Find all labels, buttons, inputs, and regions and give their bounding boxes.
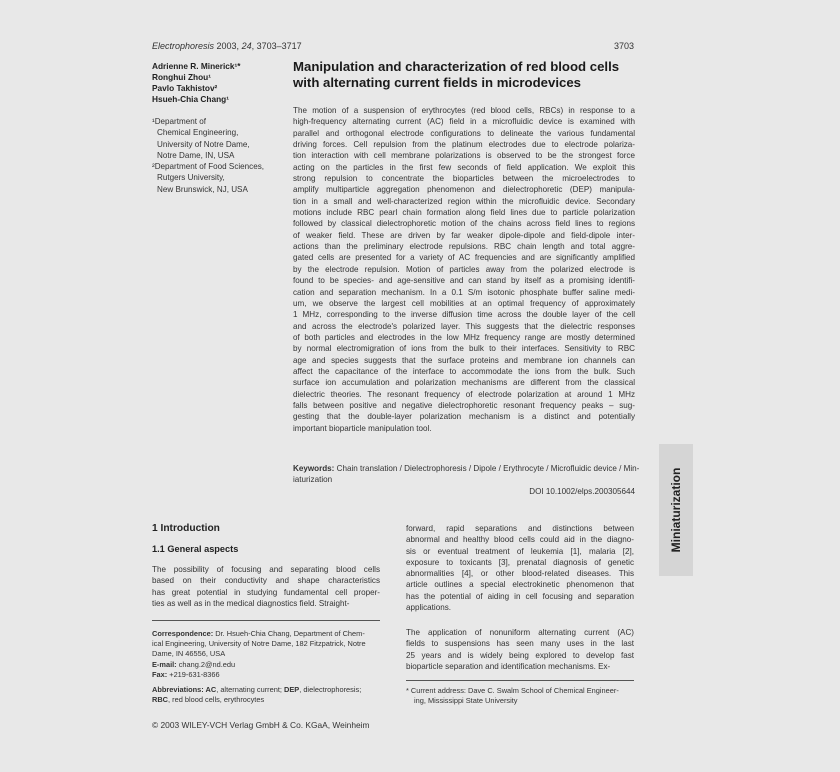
author-name: Adrienne R. Minerick¹* xyxy=(152,61,241,71)
abstract-line: falls between positive and negative dielectrophoretic resonant frequency peaks – sug- xyxy=(293,400,635,410)
keywords-line-2: iaturization xyxy=(293,475,333,485)
journal-citation xyxy=(152,41,302,51)
body-text-line: ties as well as in the medical diagnostics field. Straight- xyxy=(152,598,350,608)
abstract-line: gated cells are presented for a variety of AC frequencies and are significantly amplified xyxy=(293,253,635,263)
email-line xyxy=(152,660,382,670)
abbr-ac-def: , alternating current; xyxy=(216,685,285,694)
abstract-line: dielectric theories. The resonant frequency of electrode polarization at around 1 MHz xyxy=(293,389,635,399)
affiliation-list xyxy=(152,116,287,195)
footnote-divider-left xyxy=(152,620,380,621)
abbr-dep-def: , dielectrophoresis; xyxy=(299,685,362,694)
abstract-line: gesting that the double-layer polarization mechanism is a distinct and potentially xyxy=(293,412,635,422)
abstract-line: amplify multiparticle aggregation phenomenon and dielectrophoretic (DEP) manipula- xyxy=(293,185,635,195)
author-name: Hsueh-Chia Chang¹ xyxy=(152,94,229,104)
abstract-line: actions than the preliminary electrode repulsions. RBC chain length and total aggre- xyxy=(293,242,635,252)
author-name: Ronghui Zhou¹ xyxy=(152,72,211,82)
journal-year: 2003, xyxy=(214,41,242,51)
abbr-ac: AC xyxy=(203,685,217,694)
body-text-line: fields to suspensions has seen many uses in the last xyxy=(406,639,634,649)
abstract-line: tion interaction with cell membrane polarizations is observed to be the strongest force xyxy=(293,151,635,161)
title-line: with alternating current fields in microdevices xyxy=(293,75,582,90)
abstract-line: of both particles and electrodes in the low MHz frequency range are mostly determined xyxy=(293,332,635,342)
abstract-line: found to be species- and age-sensitive and can stand by itself as a promising identifi- xyxy=(293,276,635,286)
body-text-line: The possibility of focusing and separating blood cells xyxy=(152,565,380,574)
fax-number: +219-631-8366 xyxy=(167,669,220,679)
journal-pages: , 3703–3717 xyxy=(251,41,302,51)
abbreviations-label: Abbreviations: xyxy=(152,685,204,694)
abstract-line: um, we observe the largest cell mobilities at an optimal frequency of approximately xyxy=(293,298,635,308)
abbreviations-line-1 xyxy=(152,685,382,695)
correspondence-line-3: Dame, IN 46556, USA xyxy=(152,649,226,659)
affiliation-line: ¹Department of xyxy=(152,117,206,126)
body-text-line: has the potential of aiding in cell focusing and separation xyxy=(406,591,634,601)
abbreviations-block xyxy=(152,685,382,705)
body-text-line: The application of nonuniform alternating current (AC) xyxy=(406,628,634,637)
footnote-divider-right xyxy=(406,680,634,681)
body-text-line: forward, rapid separations and distinctions between xyxy=(406,524,634,533)
side-tab-label: Miniaturization xyxy=(669,467,683,553)
abbr-rbc: RBC xyxy=(152,695,169,705)
abstract-line: tion in a small and well-characterized region within the microfluidic device. Secondary xyxy=(293,196,635,206)
abbr-dep: DEP xyxy=(284,685,300,694)
abstract-line: and across the electrode's polarized layer. This suggests that the dielectric responses xyxy=(293,321,635,331)
abstract-line: followed by classical dielectrophoretic motion of the chains across field lines to regions xyxy=(293,219,635,229)
abstract-line: 1 MHz, corresponding to the inverse diffusion time across the double layer of the cell xyxy=(293,310,635,320)
copyright-notice: © 2003 WILEY-VCH Verlag GmbH & Co. KGaA, Weinheim xyxy=(152,720,370,730)
abbreviations-line-2 xyxy=(152,695,382,705)
body-text-line: article outlines a special electrokinetic phenomenon that xyxy=(406,580,634,590)
abstract-line: by the electrode repulsion. Motion of particles away from the polarized electrode is xyxy=(293,264,635,274)
abstract-line: cation and separation mechanism. In a 0.1 S/m isotonic phosphate buffer saline medi- xyxy=(293,287,635,297)
doi: DOI 10.1002/elps.200305644 xyxy=(529,486,635,496)
body-text-line: 25 years and is widely being explored to develop fast xyxy=(406,650,634,660)
left-column-text xyxy=(152,564,380,609)
body-text-line: abnormalities [4], or other blood-related diseases. This xyxy=(406,569,634,579)
fax-label: Fax: xyxy=(152,669,168,679)
email-address: chang.2@nd.edu xyxy=(176,659,236,669)
abstract-line: The motion of a suspension of erythrocytes (red blood cells, RBCs) in response to a xyxy=(293,106,635,115)
article-title xyxy=(293,59,638,91)
abstract-line: affect the capacitance of the interface to accommodate the ions from the bulk. Such xyxy=(293,366,635,376)
abstract-line: important bioparticle manipulation tool. xyxy=(293,423,432,433)
body-text-line: applications. xyxy=(406,603,451,613)
abstract-line: by normal electromigration of ions from the bulk to their interfaces. Sensitivity to RBC xyxy=(293,344,635,354)
journal-volume: 24 xyxy=(241,41,252,51)
body-text-line: has great potential in studying fundamental cell proper- xyxy=(152,587,380,597)
abstract-line: motions include RBC pearl chain formation along field lines due to particle polarization xyxy=(293,208,635,218)
author-list xyxy=(152,61,282,105)
keywords-text: Chain translation / Dielectrophoresis / Dipole / Erythrocyte / Microfluidic device / Min- xyxy=(334,464,640,473)
body-text-line: sis or eventual treatment of leukemia [1], malaria [2], xyxy=(406,546,634,556)
subsection-title: 1.1 General aspects xyxy=(152,544,239,554)
journal-name: Electrophoresis xyxy=(152,41,215,51)
affiliation-line: Rutgers University, xyxy=(157,173,225,183)
abstract-line: strong repulsion to concentrate the bioparticles between the microelectrodes to xyxy=(293,174,635,184)
abstract-line: surface ion accumulation and polarization mechanisms are different from the classical xyxy=(293,378,635,388)
abstract-line: acting on the particles in the first few seconds of field application. We exploit this xyxy=(293,162,635,172)
fax-line xyxy=(152,670,382,680)
correspondence-line-1 xyxy=(152,629,382,639)
body-text-line: exposure to toxicants [3], prenatal diagnosis of genetic xyxy=(406,557,634,567)
abstract-line: of weaker field. These are driven by far weaker dipole-dipole and field-dipole inter- xyxy=(293,230,635,240)
affiliation-line: New Brunswick, NJ, USA xyxy=(157,184,248,194)
keywords-label: Keywords: xyxy=(293,464,335,473)
section-title: 1 Introduction xyxy=(152,523,220,534)
affiliation-line: ²Department of Food Sciences, xyxy=(152,162,265,172)
page-number: 3703 xyxy=(613,41,634,51)
abstract-line: high-frequency alternating current (AC) field in a microfluidic device is examined with xyxy=(293,117,635,127)
abbr-rbc-def: , red blood cells, erythrocytes xyxy=(168,695,265,705)
keywords-line-1 xyxy=(293,463,640,474)
email-label: E-mail: xyxy=(152,659,177,669)
affiliation-line: University of Notre Dame, xyxy=(157,139,250,149)
right-column-paragraph-2 xyxy=(406,627,634,672)
footnote-line-2: ing, Mississippi State University xyxy=(414,696,518,706)
right-column-text xyxy=(406,523,634,613)
body-text-line: based on their conductivity and shape characteristics xyxy=(152,576,380,586)
body-text-line: bioparticle separation and identification mechanisms. Ex- xyxy=(406,661,611,671)
keywords-block xyxy=(293,463,640,497)
affiliation-line: Notre Dame, IN, USA xyxy=(157,150,235,160)
section-side-tab xyxy=(659,444,693,576)
body-text-line: abnormal and healthy blood cells could aid in the diagno- xyxy=(406,535,634,545)
footnote xyxy=(406,686,638,706)
author-name: Pavlo Takhistov² xyxy=(152,83,218,93)
correspondence-label: Correspondence: xyxy=(152,629,214,638)
abstract-line: parallel and orthogonal electrode configurations to delineate the various fundamental xyxy=(293,128,635,138)
abstract-line: age and species suggests that the surface proteins and membrane ion channels can xyxy=(293,355,635,365)
abstract-line: driving forces. Cell repulsion from the platinum electrodes due to electrode polariza- xyxy=(293,140,635,150)
correspondence-block xyxy=(152,629,382,680)
footnote-line-1: * Current address: Dave C. Swalm School of Chemical Engineer- xyxy=(406,686,619,695)
abstract xyxy=(293,105,635,434)
affiliation-line: Chemical Engineering, xyxy=(157,128,239,138)
correspondence-name: Dr. Hsueh-Chia Chang, Department of Chem- xyxy=(213,629,365,638)
title-line: Manipulation and characterization of red blood cells xyxy=(293,59,620,74)
correspondence-line-2: ical Engineering, University of Notre Dame, 182 Fitzpatrick, Notre xyxy=(152,639,366,649)
